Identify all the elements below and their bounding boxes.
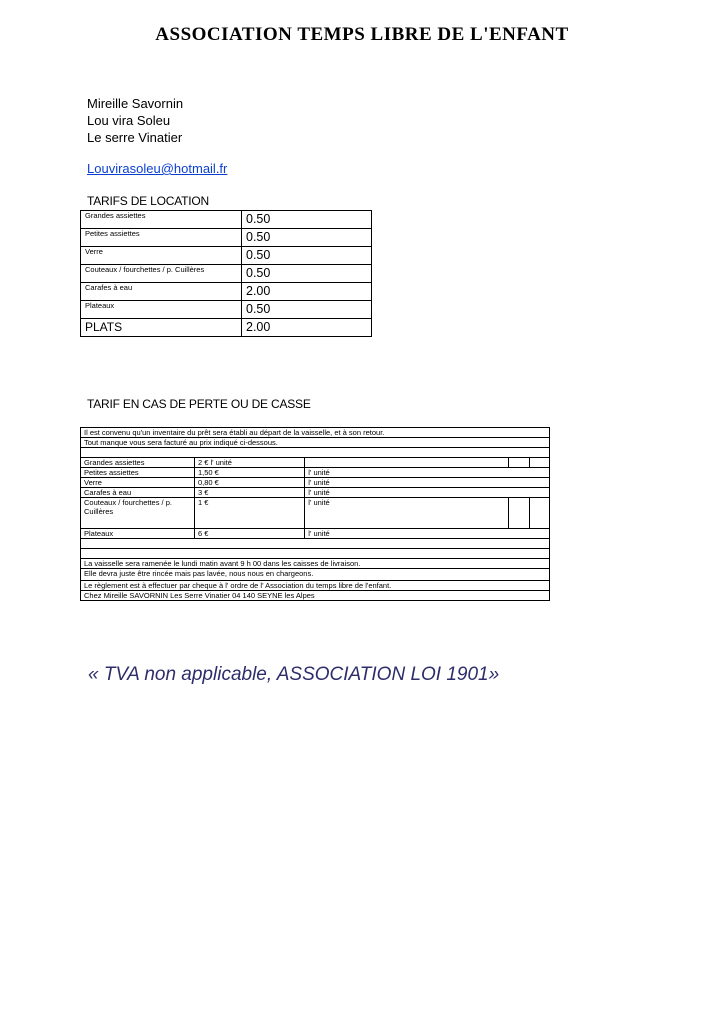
item-price: 2 € l' unité	[194, 458, 304, 468]
vat-notice: « TVA non applicable, ASSOCIATION LOI 1901»	[88, 664, 500, 685]
item-price: 6 €	[194, 529, 304, 539]
table-row	[81, 539, 550, 549]
document-title: ASSOCIATION TEMPS LIBRE DE L'ENFANT	[155, 24, 569, 45]
empty-cell	[509, 498, 529, 529]
table-row	[81, 301, 372, 319]
table-row	[81, 498, 550, 529]
table-row	[81, 468, 550, 478]
item-label: Verre	[81, 247, 242, 265]
empty-cell	[529, 458, 549, 468]
table-row	[81, 458, 550, 468]
note-text: Chez Mireille SAVORNIN Les Serre Vinatier 04 140 SEYNE les Alpes	[81, 591, 550, 601]
item-unit	[305, 458, 509, 468]
table-row	[81, 247, 372, 265]
table-row	[81, 438, 550, 448]
item-unit: l' unité	[305, 478, 550, 488]
item-unit: l' unité	[305, 529, 550, 539]
table-row	[81, 529, 550, 539]
item-price: 0.50	[242, 265, 372, 283]
item-unit: l' unité	[305, 498, 509, 529]
item-price: 1,50 €	[194, 468, 304, 478]
loss-heading: TARIF EN CAS DE PERTE OU DE CASSE	[87, 397, 311, 411]
item-unit: l' unité	[305, 488, 550, 498]
item-price: 0.50	[242, 247, 372, 265]
item-name: Petites assiettes	[81, 468, 195, 478]
table-row	[81, 448, 550, 458]
item-price: 3 €	[194, 488, 304, 498]
email-link[interactable]: Louvirasoleu@hotmail.fr	[87, 161, 228, 176]
loss-price-table	[80, 427, 550, 601]
table-row	[81, 319, 372, 337]
table-row	[81, 229, 372, 247]
item-price: 0.50	[242, 211, 372, 229]
contact-block	[87, 95, 183, 146]
item-label: Grandes assiettes	[81, 211, 242, 229]
item-name: Grandes assiettes	[81, 458, 195, 468]
note-text: La vaisselle sera ramenée le lundi matin avant 9 h 00 dans les caisses de livraison.	[81, 559, 550, 569]
item-price: 0,80 €	[194, 478, 304, 488]
item-price: 0.50	[242, 301, 372, 319]
table-row	[81, 559, 550, 569]
rental-price-table	[80, 210, 372, 337]
item-name: Plateaux	[81, 529, 195, 539]
contact-address-line2: Le serre Vinatier	[87, 130, 183, 145]
intro-text: Il est convenu qu'un inventaire du prêt sera établi au départ de la vaisselle, et à son retour.	[81, 428, 550, 438]
item-name: Carafes à eau	[81, 488, 195, 498]
note-text: Le règlement est à effectuer par cheque à l' ordre de l' Association du temps libre de l'enfant.	[81, 581, 550, 591]
empty-cell	[81, 549, 550, 559]
item-name: Couteaux / fourchettes / p. Cuillères	[81, 498, 195, 529]
empty-cell	[81, 448, 550, 458]
item-label: PLATS	[81, 319, 242, 337]
table-row	[81, 488, 550, 498]
item-name: Verre	[81, 478, 195, 488]
empty-cell	[81, 539, 550, 549]
contact-address-line1: Lou vira Soleu	[87, 113, 171, 128]
table-row	[81, 581, 550, 591]
table-row	[81, 428, 550, 438]
item-label: Plateaux	[81, 301, 242, 319]
table-row	[81, 265, 372, 283]
table-row	[81, 283, 372, 301]
note-text: Elle devra juste être rincée mais pas lavée, nous nous en chargeons.	[81, 569, 550, 581]
empty-cell	[509, 458, 529, 468]
item-price: 2.00	[242, 283, 372, 301]
rental-heading: TARIFS DE LOCATION	[87, 194, 209, 208]
item-price: 1 €	[194, 498, 304, 529]
item-label: Petites assiettes	[81, 229, 242, 247]
table-row	[81, 549, 550, 559]
item-label: Carafes à eau	[81, 283, 242, 301]
empty-cell	[529, 498, 549, 529]
contact-name: Mireille Savornin	[87, 96, 184, 111]
item-price: 0.50	[242, 229, 372, 247]
table-row	[81, 591, 550, 601]
table-row	[81, 211, 372, 229]
item-price: 2.00	[242, 319, 372, 337]
item-label: Couteaux / fourchettes / p. Cuillères	[81, 265, 242, 283]
table-row	[81, 478, 550, 488]
item-unit: l' unité	[305, 468, 550, 478]
table-row	[81, 569, 550, 581]
intro-text: Tout manque vous sera facturé au prix indiqué ci-dessous.	[81, 438, 550, 448]
